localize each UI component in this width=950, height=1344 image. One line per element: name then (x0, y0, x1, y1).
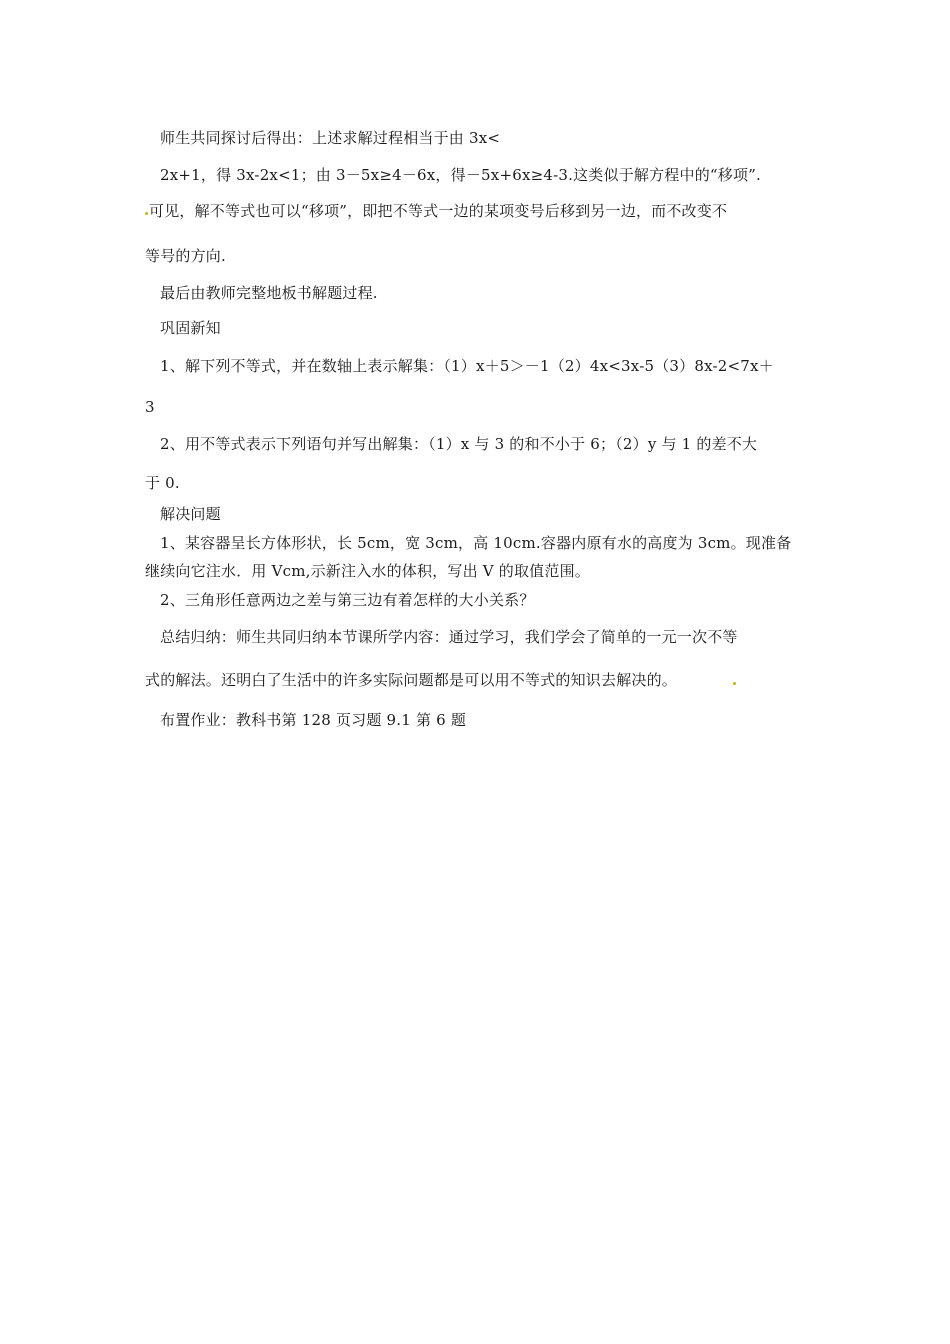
paragraph-line: 2x+1，得 3x-2x<1；由 3－5x≥4－6x，得－5x+6x≥4-3.这类似于解方程中的“移项”. (160, 166, 762, 184)
marker-dot (145, 212, 148, 215)
paragraph-line: 继续向它注水．用 Vcm,示新注入水的体积，写出 V 的取值范围。 (145, 562, 590, 580)
summary-line: 总结归纳：师生共同归纳本节课所学内容：通过学习，我们学会了简单的一元一次不等 (160, 628, 738, 646)
paragraph-line: 最后由教师完整地板书解题过程. (160, 284, 378, 302)
paragraph-line: 师生共同探讨后得出：上述求解过程相当于由 3x< (160, 129, 501, 147)
exercise-item: 1、解下列不等式，并在数轴上表示解集：（1）x＋5＞－1（2）4x<3x-5（3）8x-2<7x＋ (160, 357, 774, 375)
paragraph-line: 可见，解不等式也可以“移项”，即把不等式一边的某项变号后移到另一边，而不改变不 (149, 202, 728, 220)
homework-line: 布置作业：教科书第 128 页习题 9.1 第 6 题 (160, 711, 467, 729)
marker-dot (733, 682, 736, 685)
paragraph-line: 3 (145, 398, 155, 416)
paragraph-line: 于 0. (145, 474, 180, 492)
section-heading: 巩固新知 (160, 319, 221, 337)
paragraph-line: 式的解法。还明白了生活中的许多实际问题都是可以用不等式的知识去解决的。 (145, 671, 678, 689)
problem-item: 2、三角形任意两边之差与第三边有着怎样的大小关系？ (160, 591, 535, 609)
paragraph-line: 等号的方向. (145, 247, 226, 265)
section-heading: 解决问题 (160, 505, 221, 523)
exercise-item: 2、用不等式表示下列语句并写出解集：（1）x 与 3 的和不小于 6；（2）y 与 1 的差不大 (160, 435, 758, 453)
problem-item: 1、某容器呈长方体形状，长 5cm，宽 3cm，高 10cm.容器内原有水的高度为 3cm。现准备 (160, 534, 792, 552)
